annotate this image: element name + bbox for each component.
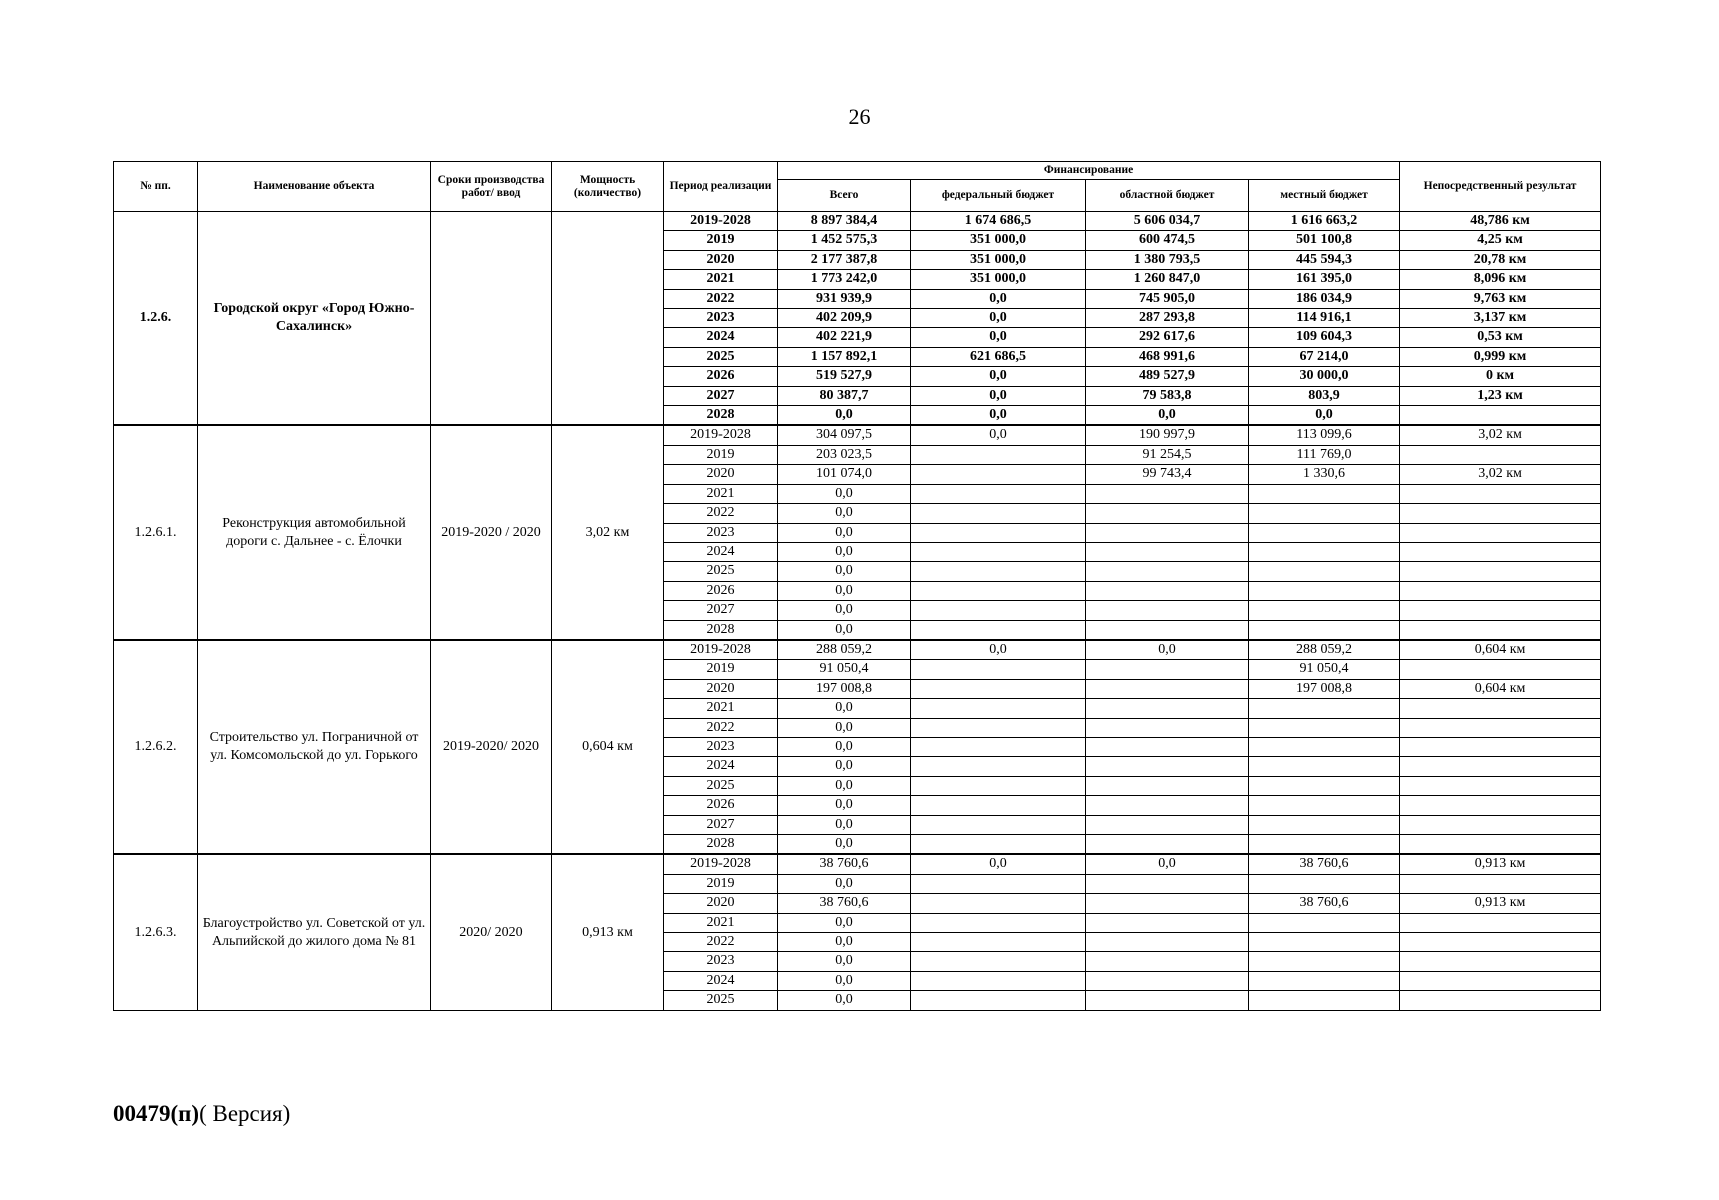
- cell-period: 2021: [664, 913, 778, 932]
- cell-total: 203 023,5: [778, 445, 911, 464]
- cell-federal: 351 000,0: [911, 231, 1086, 250]
- cell-result: [1400, 406, 1601, 426]
- cell-result: 0,913 км: [1400, 894, 1601, 913]
- cell-total: 1 157 892,1: [778, 347, 911, 366]
- cell-local: 38 760,6: [1249, 854, 1400, 874]
- cell-local: 91 050,4: [1249, 660, 1400, 679]
- table-row: [114, 212, 1601, 231]
- cell-regional: 79 583,8: [1086, 386, 1249, 405]
- cell-period: 2020: [664, 250, 778, 269]
- cell-period: 2022: [664, 289, 778, 308]
- cell-result: 8,096 км: [1400, 270, 1601, 289]
- cell-federal: [911, 757, 1086, 776]
- cell-total: 402 209,9: [778, 309, 911, 328]
- cell-result: [1400, 796, 1601, 815]
- work-terms: 2019-2020 / 2020: [431, 425, 552, 639]
- cell-local: 1 616 663,2: [1249, 212, 1400, 231]
- cell-result: [1400, 504, 1601, 523]
- cell-total: 38 760,6: [778, 854, 911, 874]
- table-header: [114, 162, 1601, 212]
- cell-result: 4,25 км: [1400, 231, 1601, 250]
- cell-federal: 0,0: [911, 640, 1086, 660]
- cell-federal: [911, 718, 1086, 737]
- cell-period: 2023: [664, 309, 778, 328]
- cell-total: 931 939,9: [778, 289, 911, 308]
- cell-regional: 0,0: [1086, 406, 1249, 426]
- cell-period: 2028: [664, 620, 778, 640]
- cell-period: 2027: [664, 386, 778, 405]
- cell-total: 91 050,4: [778, 660, 911, 679]
- cell-result: [1400, 757, 1601, 776]
- cell-regional: [1086, 971, 1249, 990]
- object-name: Реконструкция автомобильной дороги с. Дальнее - с. Ёлочки: [198, 425, 431, 639]
- cell-regional: [1086, 601, 1249, 620]
- cell-result: [1400, 913, 1601, 932]
- cell-federal: [911, 465, 1086, 484]
- object-name: Благоустройство ул. Советской от ул. Альпийской до жилого дома № 81: [198, 854, 431, 1010]
- cell-total: 0,0: [778, 406, 911, 426]
- cell-local: [1249, 718, 1400, 737]
- cell-total: 0,0: [778, 933, 911, 952]
- cell-result: 0,999 км: [1400, 347, 1601, 366]
- cell-federal: [911, 835, 1086, 855]
- cell-local: [1249, 776, 1400, 795]
- cell-local: [1249, 523, 1400, 542]
- cell-local: [1249, 699, 1400, 718]
- capacity: 0,913 км: [552, 854, 664, 1010]
- cell-federal: [911, 894, 1086, 913]
- cell-period: 2019-2028: [664, 640, 778, 660]
- cell-federal: [911, 581, 1086, 600]
- cell-result: 0,604 км: [1400, 679, 1601, 698]
- cell-regional: 99 743,4: [1086, 465, 1249, 484]
- cell-local: [1249, 913, 1400, 932]
- cell-local: 109 604,3: [1249, 328, 1400, 347]
- cell-period: 2025: [664, 347, 778, 366]
- cell-regional: [1086, 581, 1249, 600]
- cell-period: 2023: [664, 737, 778, 756]
- cell-regional: [1086, 796, 1249, 815]
- cell-regional: [1086, 913, 1249, 932]
- cell-federal: [911, 815, 1086, 834]
- cell-local: [1249, 504, 1400, 523]
- cell-regional: [1086, 699, 1249, 718]
- cell-federal: 0,0: [911, 328, 1086, 347]
- cell-local: [1249, 601, 1400, 620]
- cell-local: [1249, 484, 1400, 503]
- cell-period: 2027: [664, 601, 778, 620]
- cell-result: [1400, 991, 1601, 1010]
- cell-federal: [911, 913, 1086, 932]
- cell-regional: 489 527,9: [1086, 367, 1249, 386]
- cell-regional: 468 991,6: [1086, 347, 1249, 366]
- cell-regional: [1086, 523, 1249, 542]
- cell-federal: [911, 952, 1086, 971]
- cell-result: [1400, 601, 1601, 620]
- cell-local: 1 330,6: [1249, 465, 1400, 484]
- cell-regional: 287 293,8: [1086, 309, 1249, 328]
- cell-federal: [911, 445, 1086, 464]
- cell-regional: 5 606 034,7: [1086, 212, 1249, 231]
- cell-regional: 1 260 847,0: [1086, 270, 1249, 289]
- cell-local: 113 099,6: [1249, 425, 1400, 445]
- cell-regional: [1086, 952, 1249, 971]
- cell-result: [1400, 776, 1601, 795]
- cell-result: 20,78 км: [1400, 250, 1601, 269]
- cell-regional: [1086, 991, 1249, 1010]
- cell-local: [1249, 737, 1400, 756]
- cell-regional: 0,0: [1086, 640, 1249, 660]
- cell-total: 0,0: [778, 562, 911, 581]
- cell-result: [1400, 445, 1601, 464]
- cell-total: 197 008,8: [778, 679, 911, 698]
- cell-regional: 745 905,0: [1086, 289, 1249, 308]
- item-number: 1.2.6.: [114, 212, 198, 426]
- cell-result: [1400, 484, 1601, 503]
- cell-local: 0,0: [1249, 406, 1400, 426]
- cell-result: [1400, 737, 1601, 756]
- cell-federal: [911, 991, 1086, 1010]
- cell-result: 0 км: [1400, 367, 1601, 386]
- cell-local: [1249, 971, 1400, 990]
- cell-local: 197 008,8: [1249, 679, 1400, 698]
- table-row: [114, 425, 1601, 445]
- cell-result: [1400, 835, 1601, 855]
- col-header-no: № пп.: [114, 162, 198, 212]
- cell-regional: [1086, 894, 1249, 913]
- cell-regional: [1086, 776, 1249, 795]
- cell-federal: [911, 523, 1086, 542]
- cell-federal: 0,0: [911, 289, 1086, 308]
- cell-local: [1249, 562, 1400, 581]
- col-header-financing: Финансирование: [778, 162, 1400, 180]
- cell-total: 0,0: [778, 620, 911, 640]
- cell-period: 2026: [664, 796, 778, 815]
- document-code: 00479(п): [113, 1101, 200, 1126]
- cell-federal: 0,0: [911, 425, 1086, 445]
- cell-federal: 0,0: [911, 406, 1086, 426]
- cell-regional: [1086, 542, 1249, 561]
- cell-regional: [1086, 737, 1249, 756]
- cell-result: [1400, 874, 1601, 893]
- cell-period: 2019-2028: [664, 425, 778, 445]
- table-row: [114, 640, 1601, 660]
- cell-regional: [1086, 620, 1249, 640]
- cell-total: 1 452 575,3: [778, 231, 911, 250]
- cell-local: [1249, 620, 1400, 640]
- cell-period: 2024: [664, 971, 778, 990]
- cell-total: 38 760,6: [778, 894, 911, 913]
- col-header-name: Наименование объекта: [198, 162, 431, 212]
- cell-total: 0,0: [778, 952, 911, 971]
- cell-regional: [1086, 562, 1249, 581]
- cell-federal: 0,0: [911, 309, 1086, 328]
- cell-result: [1400, 699, 1601, 718]
- cell-federal: [911, 699, 1086, 718]
- cell-federal: [911, 562, 1086, 581]
- cell-period: 2019: [664, 660, 778, 679]
- cell-regional: 0,0: [1086, 854, 1249, 874]
- cell-total: 1 773 242,0: [778, 270, 911, 289]
- cell-local: 186 034,9: [1249, 289, 1400, 308]
- cell-local: [1249, 991, 1400, 1010]
- cell-result: [1400, 971, 1601, 990]
- capacity: 3,02 км: [552, 425, 664, 639]
- cell-period: 2026: [664, 581, 778, 600]
- cell-total: 0,0: [778, 581, 911, 600]
- cell-result: [1400, 523, 1601, 542]
- cell-federal: [911, 874, 1086, 893]
- cell-federal: 351 000,0: [911, 250, 1086, 269]
- cell-local: 288 059,2: [1249, 640, 1400, 660]
- cell-local: 803,9: [1249, 386, 1400, 405]
- cell-federal: [911, 933, 1086, 952]
- object-name: Городской округ «Город Южно-Сахалинск»: [198, 212, 431, 426]
- cell-result: 1,23 км: [1400, 386, 1601, 405]
- cell-result: [1400, 933, 1601, 952]
- col-header-result: Непосредственный результат: [1400, 162, 1601, 212]
- cell-total: 0,0: [778, 601, 911, 620]
- cell-regional: 292 617,6: [1086, 328, 1249, 347]
- cell-federal: 0,0: [911, 386, 1086, 405]
- cell-result: [1400, 660, 1601, 679]
- col-header-local: местный бюджет: [1249, 180, 1400, 212]
- col-header-terms: Сроки производства работ/ ввод: [431, 162, 552, 212]
- cell-federal: [911, 679, 1086, 698]
- cell-result: 9,763 км: [1400, 289, 1601, 308]
- cell-total: 8 897 384,4: [778, 212, 911, 231]
- page-number: 26: [848, 104, 871, 129]
- cell-total: 402 221,9: [778, 328, 911, 347]
- cell-period: 2022: [664, 933, 778, 952]
- cell-local: 38 760,6: [1249, 894, 1400, 913]
- cell-total: 0,0: [778, 523, 911, 542]
- cell-federal: [911, 484, 1086, 503]
- cell-federal: [911, 601, 1086, 620]
- cell-result: 48,786 км: [1400, 212, 1601, 231]
- cell-total: 0,0: [778, 991, 911, 1010]
- work-terms: [431, 212, 552, 426]
- capacity: 0,604 км: [552, 640, 664, 854]
- cell-regional: [1086, 835, 1249, 855]
- work-terms: 2019-2020/ 2020: [431, 640, 552, 854]
- cell-federal: [911, 776, 1086, 795]
- cell-total: 0,0: [778, 484, 911, 503]
- cell-result: 3,02 км: [1400, 465, 1601, 484]
- cell-period: 2024: [664, 757, 778, 776]
- cell-regional: [1086, 484, 1249, 503]
- cell-period: 2019: [664, 231, 778, 250]
- cell-period: 2020: [664, 894, 778, 913]
- cell-federal: [911, 971, 1086, 990]
- table-row: [114, 854, 1601, 874]
- cell-federal: 0,0: [911, 367, 1086, 386]
- cell-total: 0,0: [778, 815, 911, 834]
- cell-federal: [911, 660, 1086, 679]
- cell-local: 161 395,0: [1249, 270, 1400, 289]
- cell-regional: [1086, 504, 1249, 523]
- cell-result: 3,137 км: [1400, 309, 1601, 328]
- cell-regional: [1086, 660, 1249, 679]
- cell-period: 2019-2028: [664, 212, 778, 231]
- cell-period: 2025: [664, 776, 778, 795]
- col-header-federal: федеральный бюджет: [911, 180, 1086, 212]
- cell-period: 2021: [664, 699, 778, 718]
- cell-local: [1249, 835, 1400, 855]
- cell-total: 0,0: [778, 874, 911, 893]
- cell-local: [1249, 796, 1400, 815]
- cell-total: 2 177 387,8: [778, 250, 911, 269]
- work-terms: 2020/ 2020: [431, 854, 552, 1010]
- cell-federal: 1 674 686,5: [911, 212, 1086, 231]
- financing-table: [113, 161, 1601, 1011]
- cell-federal: [911, 542, 1086, 561]
- cell-result: 0,604 км: [1400, 640, 1601, 660]
- cell-regional: 190 997,9: [1086, 425, 1249, 445]
- cell-result: [1400, 620, 1601, 640]
- cell-period: 2019-2028: [664, 854, 778, 874]
- cell-result: [1400, 542, 1601, 561]
- col-header-regional: областной бюджет: [1086, 180, 1249, 212]
- cell-period: 2026: [664, 367, 778, 386]
- cell-total: 0,0: [778, 718, 911, 737]
- cell-result: 3,02 км: [1400, 425, 1601, 445]
- cell-total: 288 059,2: [778, 640, 911, 660]
- cell-local: 67 214,0: [1249, 347, 1400, 366]
- cell-result: [1400, 952, 1601, 971]
- cell-period: 2020: [664, 465, 778, 484]
- cell-total: 101 074,0: [778, 465, 911, 484]
- cell-local: 30 000,0: [1249, 367, 1400, 386]
- cell-local: 114 916,1: [1249, 309, 1400, 328]
- cell-regional: [1086, 874, 1249, 893]
- cell-federal: 621 686,5: [911, 347, 1086, 366]
- cell-period: 2019: [664, 874, 778, 893]
- cell-period: 2024: [664, 542, 778, 561]
- cell-period: 2020: [664, 679, 778, 698]
- cell-federal: 351 000,0: [911, 270, 1086, 289]
- cell-period: 2021: [664, 484, 778, 503]
- cell-result: 0,53 км: [1400, 328, 1601, 347]
- cell-period: 2025: [664, 991, 778, 1010]
- cell-total: 0,0: [778, 542, 911, 561]
- cell-local: [1249, 757, 1400, 776]
- cell-result: [1400, 815, 1601, 834]
- cell-period: 2022: [664, 718, 778, 737]
- cell-federal: 0,0: [911, 854, 1086, 874]
- cell-local: 445 594,3: [1249, 250, 1400, 269]
- cell-regional: [1086, 679, 1249, 698]
- item-number: 1.2.6.2.: [114, 640, 198, 854]
- item-number: 1.2.6.1.: [114, 425, 198, 639]
- cell-total: 0,0: [778, 757, 911, 776]
- cell-total: 304 097,5: [778, 425, 911, 445]
- cell-federal: [911, 737, 1086, 756]
- cell-total: 0,0: [778, 796, 911, 815]
- item-number: 1.2.6.3.: [114, 854, 198, 1010]
- cell-local: [1249, 952, 1400, 971]
- cell-local: 501 100,8: [1249, 231, 1400, 250]
- cell-regional: [1086, 757, 1249, 776]
- cell-total: 0,0: [778, 504, 911, 523]
- cell-total: 0,0: [778, 776, 911, 795]
- cell-period: 2023: [664, 523, 778, 542]
- cell-local: [1249, 874, 1400, 893]
- cell-period: 2025: [664, 562, 778, 581]
- cell-regional: 91 254,5: [1086, 445, 1249, 464]
- cell-regional: 600 474,5: [1086, 231, 1249, 250]
- cell-regional: 1 380 793,5: [1086, 250, 1249, 269]
- cell-period: 2028: [664, 835, 778, 855]
- cell-period: 2023: [664, 952, 778, 971]
- cell-period: 2021: [664, 270, 778, 289]
- cell-total: 0,0: [778, 971, 911, 990]
- cell-local: [1249, 581, 1400, 600]
- table-body: [114, 212, 1601, 1011]
- cell-total: 519 527,9: [778, 367, 911, 386]
- cell-local: [1249, 815, 1400, 834]
- cell-local: [1249, 933, 1400, 952]
- col-header-period: Период реализации: [664, 162, 778, 212]
- object-name: Строительство ул. Пограничной от ул. Комсомольской до ул. Горького: [198, 640, 431, 854]
- col-header-total: Всего: [778, 180, 911, 212]
- cell-federal: [911, 796, 1086, 815]
- cell-federal: [911, 504, 1086, 523]
- cell-result: [1400, 562, 1601, 581]
- cell-total: 0,0: [778, 835, 911, 855]
- cell-period: 2028: [664, 406, 778, 426]
- cell-total: 0,0: [778, 737, 911, 756]
- cell-regional: [1086, 933, 1249, 952]
- cell-total: 80 387,7: [778, 386, 911, 405]
- cell-period: 2022: [664, 504, 778, 523]
- cell-federal: [911, 620, 1086, 640]
- capacity: [552, 212, 664, 426]
- cell-total: 0,0: [778, 699, 911, 718]
- cell-total: 0,0: [778, 913, 911, 932]
- cell-regional: [1086, 815, 1249, 834]
- cell-regional: [1086, 718, 1249, 737]
- cell-period: 2027: [664, 815, 778, 834]
- cell-result: [1400, 581, 1601, 600]
- cell-result: 0,913 км: [1400, 854, 1601, 874]
- col-header-power: Мощность (количество): [552, 162, 664, 212]
- cell-local: [1249, 542, 1400, 561]
- cell-result: [1400, 718, 1601, 737]
- cell-local: 111 769,0: [1249, 445, 1400, 464]
- document-version: ( Версия): [199, 1101, 291, 1126]
- document-footer: [113, 1101, 290, 1127]
- cell-period: 2019: [664, 445, 778, 464]
- cell-period: 2024: [664, 328, 778, 347]
